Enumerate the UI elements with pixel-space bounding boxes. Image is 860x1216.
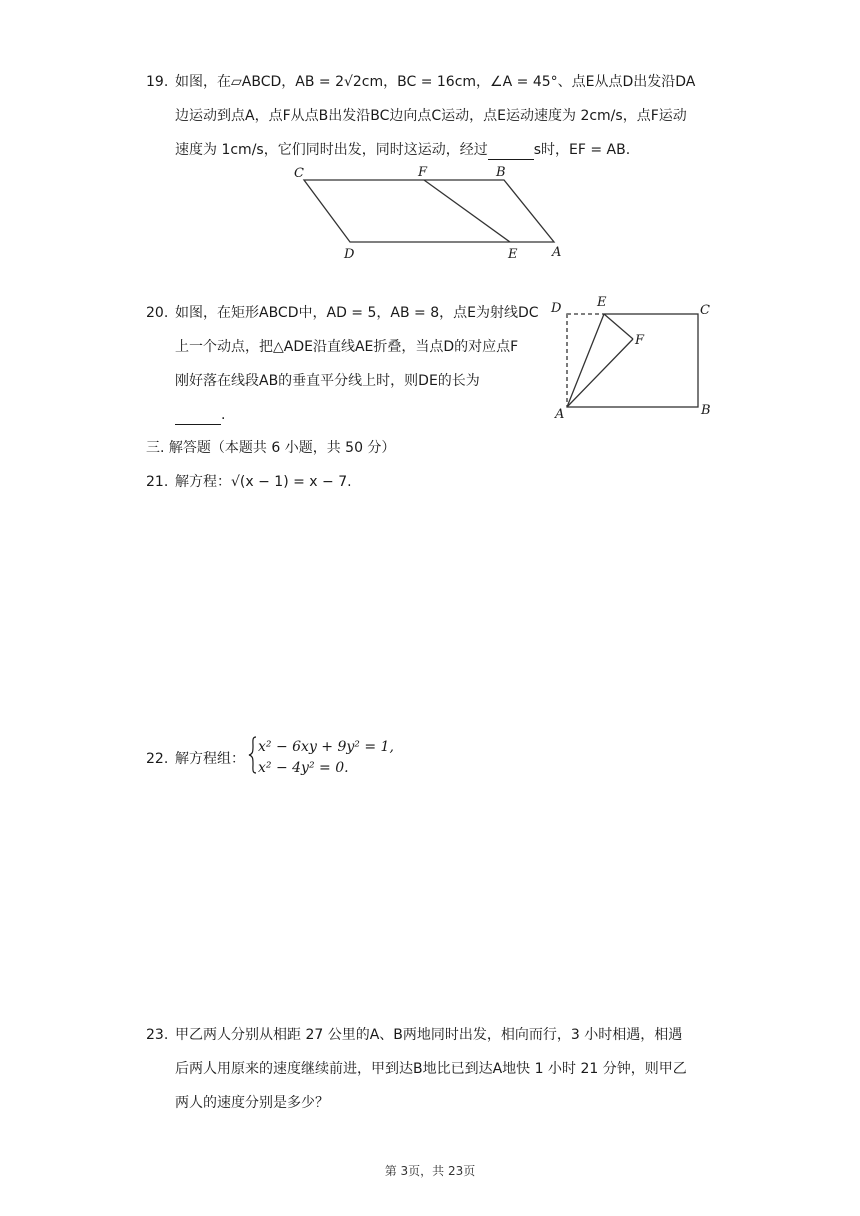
segment-ae bbox=[567, 314, 604, 407]
system-brace bbox=[248, 736, 258, 774]
question-22-equation-2: x² − 4y² = 0. bbox=[258, 760, 349, 776]
label-b: B bbox=[496, 165, 506, 180]
question-22-label: 解方程组： bbox=[175, 751, 245, 767]
question-20-line-1: 如图，在矩形ABCD中，AD = 5，AB = 8，点E为射线DC bbox=[175, 305, 539, 321]
question-19-number: 19. bbox=[146, 74, 169, 90]
label-b: B bbox=[701, 403, 711, 418]
parallelogram-abcd bbox=[304, 180, 554, 242]
answer-blank-20[interactable] bbox=[175, 410, 221, 425]
question-19-line-3-text: 速度为 1cm/s，它们同时出发，同时这运动，经过 bbox=[175, 142, 488, 158]
label-a: A bbox=[552, 245, 562, 260]
question-23-line-3: 两人的速度分别是多少？ bbox=[175, 1095, 329, 1111]
question-21-text: 解方程：√(x − 1) = x − 7. bbox=[175, 474, 352, 490]
question-23-line-2: 后两人用原来的速度继续前进，甲到达B地比已到达A地快 1 小时 21 分钟，则甲乙 bbox=[175, 1061, 687, 1077]
page-footer: 第 3页，共 23页 bbox=[384, 1164, 476, 1178]
label-e: E bbox=[597, 295, 607, 310]
label-d: D bbox=[551, 301, 562, 316]
rectangle-abcd bbox=[567, 314, 698, 407]
rectangle-fold-figure bbox=[548, 292, 718, 422]
section-3-heading: 三. 解答题（本题共 6 小题，共 50 分） bbox=[146, 440, 396, 456]
label-f: F bbox=[418, 165, 428, 180]
label-e: E bbox=[508, 247, 518, 262]
question-19-line-1: 如图，在▱ABCD，AB = 2√2cm，BC = 16cm，∠A = 45°、点E从点D出发沿DA bbox=[175, 74, 696, 90]
question-21-number: 21. bbox=[146, 474, 169, 490]
answer-blank-19[interactable] bbox=[488, 145, 534, 160]
question-23-number: 23. bbox=[146, 1027, 169, 1043]
question-20-line-4-end: . bbox=[221, 407, 226, 423]
segment-ef bbox=[604, 314, 633, 339]
label-d: D bbox=[344, 247, 355, 262]
segment-ef bbox=[424, 180, 510, 242]
question-19-line-3 bbox=[175, 140, 630, 160]
question-23-line-1: 甲乙两人分别从相距 27 公里的A、B两地同时出发，相向而行，3 小时相遇，相遇 bbox=[175, 1027, 683, 1043]
label-a: A bbox=[555, 407, 565, 422]
label-c: C bbox=[700, 303, 710, 318]
question-20-line-3: 刚好落在线段AB的垂直平分线上时，则DE的长为 bbox=[175, 373, 480, 389]
label-f: F bbox=[635, 333, 645, 348]
question-19-line-2: 边运动到点A，点F从点B出发沿BC边向点C运动，点E运动速度为 2cm/s，点F运动 bbox=[175, 108, 687, 124]
parallelogram-figure bbox=[290, 162, 580, 262]
question-19-line-3-end: s时，EF = AB. bbox=[533, 142, 631, 158]
question-22-equation-1: x² − 6xy + 9y² = 1, bbox=[258, 739, 394, 755]
question-20-line-2: 上一个动点，把△ADE沿直线AE折叠，当点D的对应点F bbox=[175, 339, 519, 355]
label-c: C bbox=[294, 166, 304, 181]
question-20-line-4 bbox=[175, 405, 225, 425]
segment-af bbox=[567, 339, 633, 407]
question-20-number: 20. bbox=[146, 305, 169, 321]
question-22-number: 22. bbox=[146, 751, 169, 767]
